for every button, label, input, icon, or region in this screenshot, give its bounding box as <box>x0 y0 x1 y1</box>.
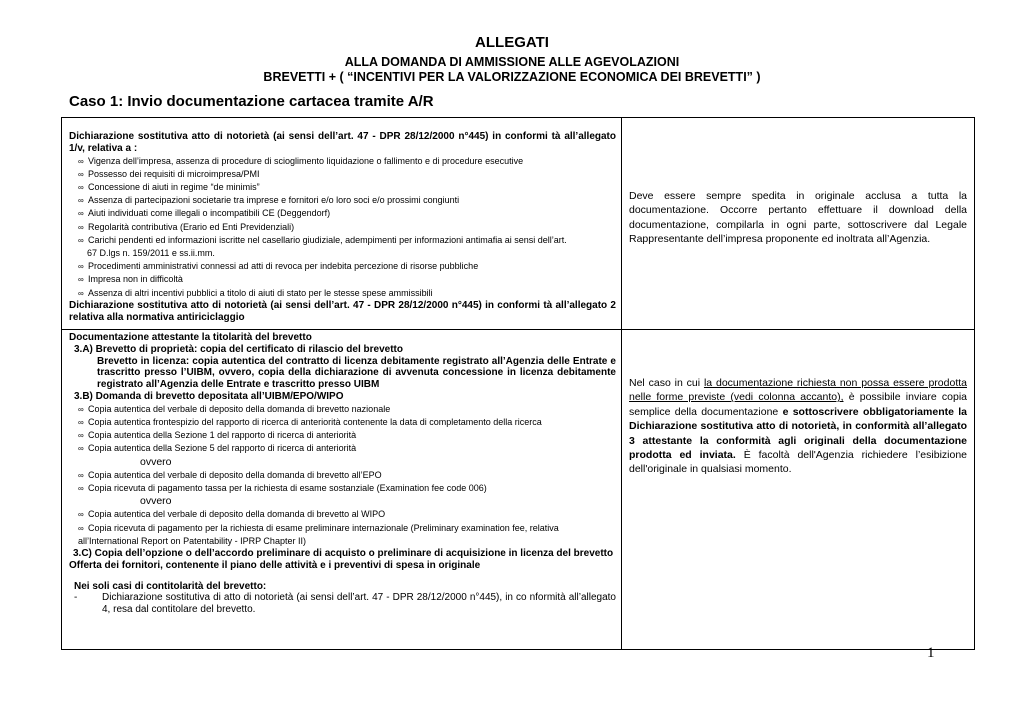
list-item-text: Copia autentica del verbale di deposito della domanda di brevetto nazionale <box>88 403 391 414</box>
section-3b-list <box>69 403 616 456</box>
list-item <box>69 181 616 194</box>
infinity-bullet-icon: ∞ <box>78 288 84 298</box>
row2-right-cell <box>622 330 975 650</box>
section-3b: 3.B) Domanda di brevetto depositata all’UIBM/EPO/WIPO <box>74 390 344 402</box>
infinity-bullet-icon: ∞ <box>78 183 84 192</box>
list-item-continuation: 67 D.lgs n. 159/2011 e ss.ii.mm. <box>87 248 215 259</box>
list-item-text: Possesso dei requisiti di microimpresa/PMI <box>88 168 260 179</box>
epo-list <box>69 469 616 495</box>
infinity-bullet-icon: ∞ <box>78 262 84 272</box>
row2-right-text <box>623 331 973 477</box>
row1-heading: Dichiarazione sostitutiva atto di notorietà (ai sensi dell’art. 47 - DPR 28/12/2000 n°445) in conformi tà all’allegato 1/v, relativa a : <box>69 131 616 154</box>
list-item-text: Copia autentica della Sezione 1 del rapporto di ricerca di anteriorità <box>88 430 357 441</box>
list-item-text: Carichi pendenti ed informazioni iscritte nel casellario giudiziale, adempimenti per informazioni antimafia ai sensi dell’art. <box>88 234 567 245</box>
contitolarita-item <box>69 592 616 616</box>
contitolarita-text: Dichiarazione sostitutiva di atto di notorietà (ai sensi dell’art. 47 - DPR 28/12/2000 n°445), in co nformità all’allegato 4, resa dal contitolare del brevetto. <box>102 592 616 616</box>
list-item-text: Concessione di aiuti in regime “de minimis” <box>88 182 260 192</box>
document-title: ALLEGATI <box>475 34 549 51</box>
list-item <box>69 403 616 416</box>
row1-heading-2: Dichiarazione sostitutiva atto di notorietà (ai sensi dell’art. 47 - DPR 28/12/2000 n°445) in conformi tà all’allegato 2 relativa alla normativa antiriciclaggio <box>69 299 616 323</box>
contitolarita-heading: Nei soli casi di contitolarità del brevetto: <box>74 580 267 592</box>
list-item-text: Copia ricevuta di pagamento per la richiesta di esame preliminare internazionale (Preliminary examination fee, relativa all’International Report on Patentability - IPRP Chapter II) <box>78 522 559 546</box>
table-row <box>62 118 975 330</box>
list-item-text: Assenza di altri incentivi pubblici a titolo di aiuti di stato per le stesse spese ammissibili <box>88 287 433 298</box>
list-item <box>69 260 616 273</box>
document-subtitle-2: BREVETTI + ( “INCENTIVI PER LA VALORIZZAZIONE ECONOMICA DEI BREVETTI” ) <box>263 70 761 84</box>
list-item <box>69 482 616 495</box>
row2-right-post: È facoltà dell'Agenzia richiedere l’esibizione dell'originale in qualsiasi momento. <box>629 449 968 476</box>
row2-left-cell <box>62 330 622 650</box>
document-subtitle-1: ALLA DOMANDA DI AMMISSIONE ALLE AGEVOLAZIONI <box>344 55 680 69</box>
table-row <box>62 330 975 650</box>
list-item-text: Copia ricevuta di pagamento tassa per la richiesta di esame sostanziale (Examination fee code 006) <box>88 483 487 493</box>
row2-right-pre: Nel caso in cui <box>629 377 704 389</box>
infinity-bullet-icon: ∞ <box>78 417 84 427</box>
list-item <box>69 207 616 220</box>
wipo-list <box>69 508 616 548</box>
list-item-text: Assenza di partecipazioni societarie tra imprese e fornitori e/o loro soci e/o prossimi congiunti <box>88 195 460 206</box>
list-item-text: Procedimenti amministrativi connessi ad atti di revoca per indebita percezione di risorse pubbliche <box>88 261 479 272</box>
row2-heading: Documentazione attestante la titolarità del brevetto <box>69 332 312 343</box>
list-item-text: Regolarità contributiva (Erario ed Enti Previdenziali) <box>88 221 295 232</box>
list-item-text: Vigenza dell’impresa, assenza di procedure di scioglimento liquidazione o fallimento e di procedure esecutive <box>88 155 524 166</box>
row2-right-mid: è possibile inviare copia semplice della documentazione <box>629 391 968 418</box>
list-item <box>69 416 616 429</box>
infinity-bullet-icon: ∞ <box>78 510 84 520</box>
row2-right-bold: e sottoscrivere obbligatoriamente la Dichiarazione sostitutiva atto di notorietà, in conformità all’allegato 3 attestante la conformità agli originali della documentazione prodotta ed inviata. <box>629 405 968 462</box>
infinity-bullet-icon: ∞ <box>78 209 84 219</box>
infinity-bullet-icon: ∞ <box>78 470 84 480</box>
row1-bullet-list <box>69 155 616 300</box>
section-3a: 3.A) Brevetto di proprietà: copia del certificato di rilascio del brevetto <box>74 343 403 355</box>
row1-left-cell <box>62 118 622 330</box>
page-number: 1 <box>927 645 935 661</box>
ovvero-label: ovvero <box>140 455 172 468</box>
list-item <box>69 287 616 300</box>
list-item-text: Copia autentica del verbale di deposito della domanda di brevetto all’EPO <box>88 469 382 480</box>
infinity-bullet-icon: ∞ <box>78 523 84 533</box>
infinity-bullet-icon: ∞ <box>78 169 84 179</box>
section-3a-licenza: Brevetto in licenza: copia autentica del contratto di licenza debitamente registrato all’Agenzia delle Entrate e trascritto presso l’UIBM, ovvero, copia della dichiarazione di avvenuta concessione in licenza debitamente registrato all’Agenzia delle Entrate e trascritto presso UIBM <box>97 355 616 391</box>
row2-right-underlined: la documentazione richiesta non possa essere prodotta nelle forme previste (vedi colonna accanto), <box>629 377 967 404</box>
infinity-bullet-icon: ∞ <box>78 444 84 454</box>
list-item <box>69 234 616 247</box>
list-item <box>69 194 616 207</box>
infinity-bullet-icon: ∞ <box>78 275 84 285</box>
list-item-text: Copia autentica del verbale di deposito della domanda di brevetto al WIPO <box>88 509 386 520</box>
list-item <box>69 522 616 548</box>
list-item <box>69 273 616 286</box>
ovvero-label: ovvero <box>140 495 172 508</box>
list-item <box>69 508 616 521</box>
row1-right-cell <box>622 118 975 330</box>
list-item-text: Impresa non in difficoltà <box>88 274 183 285</box>
list-item <box>69 168 616 181</box>
attachments-table <box>61 117 975 650</box>
row1-right-text: Deve essere sempre spedita in originale acclusa a tutta la documentazione. Occorre pertanto effettuare il download della documentazione, compilarla in ogni parte, sottoscrivere dal Legale Rappresentante dell’impresa proponente ed inoltrata all’Agenzia. <box>629 190 967 246</box>
section-3c: 3.C) Copia dell’opzione o dell’accordo preliminare di acquisto o preliminare di acquisizione in licenza del brevetto <box>73 548 614 560</box>
list-item <box>69 429 616 442</box>
case-title: Caso 1: Invio documentazione cartacea tramite A/R <box>69 93 434 110</box>
list-item <box>69 221 616 234</box>
infinity-bullet-icon: ∞ <box>78 196 84 206</box>
offerta-fornitori: Offerta dei fornitori, contenente il piano delle attività e i preventivi di spesa in originale <box>69 559 481 571</box>
list-item <box>69 442 616 455</box>
infinity-bullet-icon: ∞ <box>78 431 84 441</box>
infinity-bullet-icon: ∞ <box>78 156 84 166</box>
list-item <box>69 155 616 168</box>
dash-marker: - <box>74 592 78 604</box>
list-item-text: Aiuti individuati come illegali o incompatibili CE (Deggendorf) <box>88 208 331 219</box>
infinity-bullet-icon: ∞ <box>78 404 84 414</box>
infinity-bullet-icon: ∞ <box>78 235 84 245</box>
list-item <box>69 469 616 482</box>
list-item-text: Copia autentica frontespizio del rapporto di ricerca di anteriorità contenente la data di completamento della ricerca <box>88 416 542 427</box>
infinity-bullet-icon: ∞ <box>78 484 84 493</box>
list-item-text: Copia autentica della Sezione 5 del rapporto di ricerca di anteriorità <box>88 443 357 454</box>
infinity-bullet-icon: ∞ <box>78 222 84 232</box>
